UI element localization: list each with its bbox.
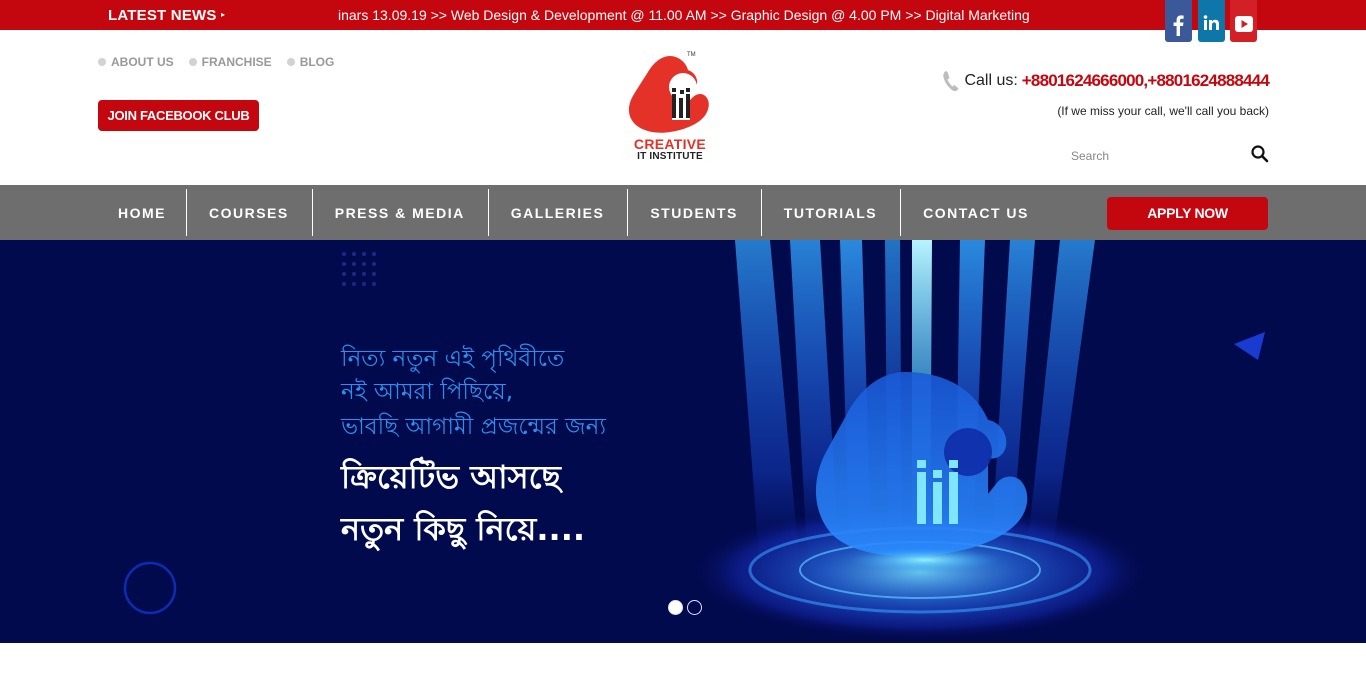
hero-subline-2: নই আমরা পিছিয়ে, [341,379,514,405]
call-us [942,70,1269,92]
nav-students[interactable]: STUDENTS [627,185,760,240]
hero-slider [0,240,1366,643]
nav-galleries[interactable]: GALLERIES [488,185,628,240]
dotted-pattern [342,252,376,286]
logo-line-creative: CREATIVE [633,136,707,152]
search-icon[interactable] [1250,144,1270,164]
facebook-icon [1169,14,1188,36]
phone-icon [942,70,960,92]
join-facebook-club-button[interactable]: JOIN FACEBOOK CLUB [98,100,259,131]
news-ticker [0,0,1366,30]
nav-home[interactable]: HOME [118,204,166,221]
latest-news-label: LATEST NEWS [108,7,217,24]
slider-dot-1[interactable] [668,600,683,615]
nav-contact-us[interactable]: CONTACT US [900,185,1052,240]
hero-subline-3: ভাবছি আগামী প্রজন্মের জন্য [341,414,607,440]
play-arrow-icon: ▸ [221,10,226,19]
youtube-link[interactable] [1230,0,1257,42]
site-logo[interactable] [620,52,720,167]
decor-triangle [1234,332,1265,360]
hero-subline-1: নিত্য নতুন এই পৃথিবীতে [341,346,565,372]
hero-background-art [0,240,1366,643]
search-box [1062,143,1272,169]
youtube-icon [1234,14,1254,34]
linkedin-link[interactable] [1198,0,1225,42]
logo-mark [620,52,720,136]
ticker-text[interactable]: inars 13.09.19 >> Web Design & Development @ 11.00 AM >> Graphic Design @ 4.00 PM >> Digital Marketing [338,7,1030,23]
ticker-marquee[interactable] [338,0,1030,30]
phone-numbers[interactable]: +8801624666000,+8801624888444 [1021,71,1269,90]
blog-link[interactable]: BLOG [287,55,335,69]
search-input[interactable] [1062,145,1237,167]
hero-headline-1: ক্রিয়েটিভ আসছে [341,458,561,496]
franchise-link[interactable]: FRANCHISE [189,55,272,69]
main-nav [0,185,1366,240]
top-links [98,55,334,69]
apply-now-button[interactable]: APPLY NOW [1107,197,1268,230]
linkedin-icon [1202,14,1221,34]
nav-press-media[interactable]: PRESS & MEDIA [312,185,488,240]
logo-line-it-institute: IT INSTITUTE [637,151,703,162]
callback-note: (If we miss your call, we'll call you back) [1057,104,1269,118]
about-us-link[interactable]: ABOUT US [98,55,174,69]
call-us-label: Call us: [964,72,1018,89]
slider-dot-2[interactable] [687,600,702,615]
nav-tutorials[interactable]: TUTORIALS [761,185,900,240]
decor-ring [125,563,175,613]
logo-trademark: TM [687,52,696,58]
slider-pagination [668,600,702,615]
facebook-link[interactable] [1165,0,1192,42]
hero-headline-2: নতুন কিছু নিয়ে.... [341,510,586,548]
nav-courses[interactable]: COURSES [186,185,312,240]
